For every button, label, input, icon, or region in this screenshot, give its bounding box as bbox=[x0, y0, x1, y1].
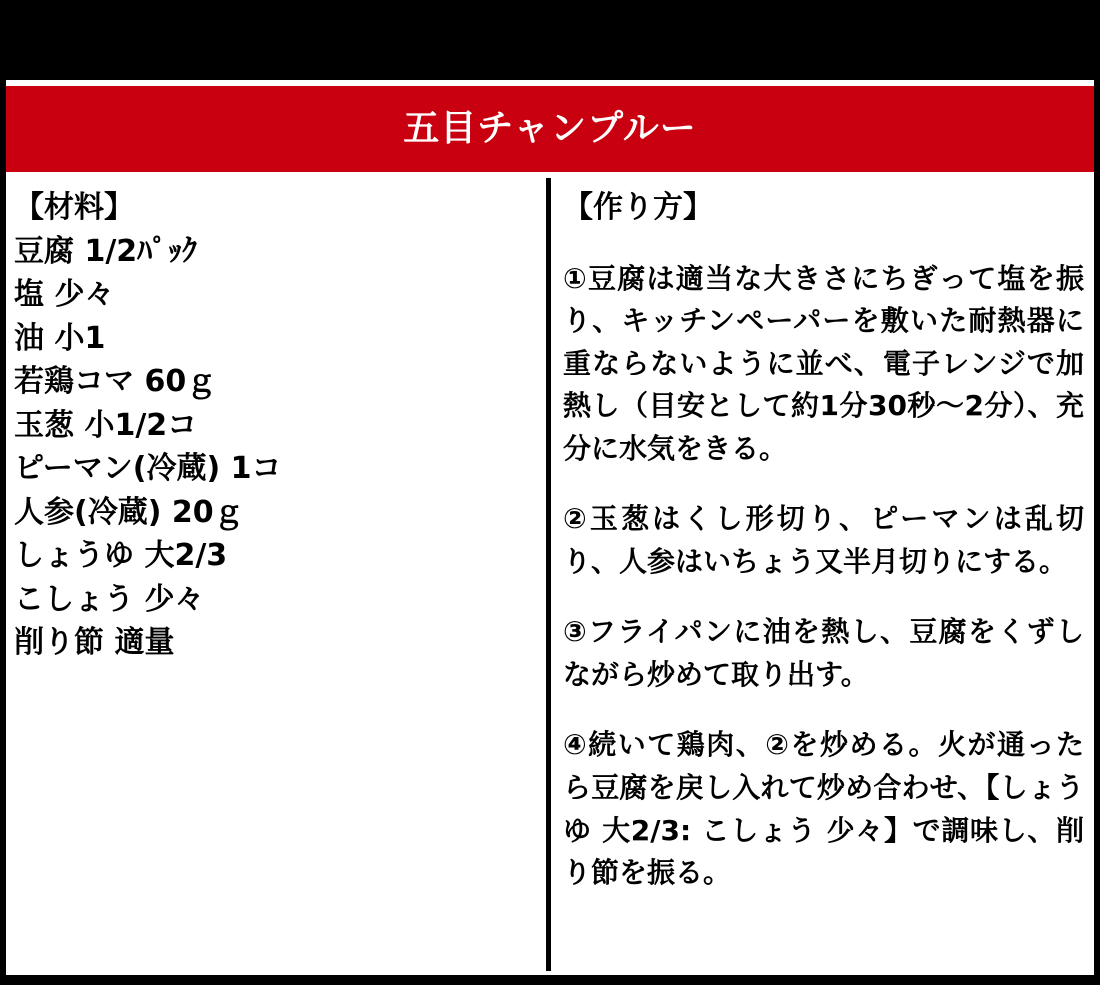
list-item: 若鶏コマ 60ｇ bbox=[14, 364, 217, 399]
list-item: 削り節 適量 bbox=[14, 625, 175, 660]
method-column bbox=[551, 178, 1094, 971]
recipe-body bbox=[6, 178, 1094, 971]
ingredients-list bbox=[14, 230, 536, 665]
page-title: 五目チャンプルー bbox=[403, 108, 697, 149]
method-steps bbox=[563, 258, 1084, 895]
list-item: ③フライパンに油を熱し、豆腐をくずしながら炒めて取り出す。 bbox=[563, 615, 1084, 691]
list-item: ピーマン(冷蔵) 1コ bbox=[14, 451, 282, 486]
ingredients-heading: 【材料】 bbox=[14, 190, 134, 225]
card-border-right bbox=[1094, 0, 1100, 985]
list-item: こしょう 少々 bbox=[14, 581, 205, 617]
list-item: 人参(冷蔵) 20ｇ bbox=[14, 494, 244, 530]
list-item: 玉葱 小1/2コ bbox=[14, 407, 198, 443]
list-item: ④続いて鶏肉、②を炒める。火が通ったら豆腐を戻し入れて炒め合わせ、【しょうゆ 大2/3: こしょう 少々】で調味し、削り節を振る。 bbox=[563, 728, 1084, 890]
list-item: ②玉葱はくし形切り、ピーマンは乱切り、人参はいちょう又半月切りにする。 bbox=[563, 502, 1084, 578]
list-item: 油 小1 bbox=[14, 320, 106, 356]
list-item: しょうゆ 大2/3 bbox=[14, 538, 228, 573]
card-border-top bbox=[0, 0, 1100, 80]
list-item: ①豆腐は適当な大きさにちぎって塩を振り、キッチンペーパーを敷いた耐熱器に重ならないように並べ、電子レンジで加熱し（目安として約1分30秒～2分）、充分に水気をきる。 bbox=[563, 261, 1084, 465]
method-heading: 【作り方】 bbox=[563, 190, 713, 225]
list-item: 豆腐 1/2ﾊﾟｯｸ bbox=[14, 233, 198, 269]
ingredients-column bbox=[6, 178, 551, 971]
list-item: 塩 少々 bbox=[14, 277, 115, 312]
recipe-title-bar bbox=[6, 86, 1094, 172]
card-border-bottom bbox=[0, 975, 1100, 985]
